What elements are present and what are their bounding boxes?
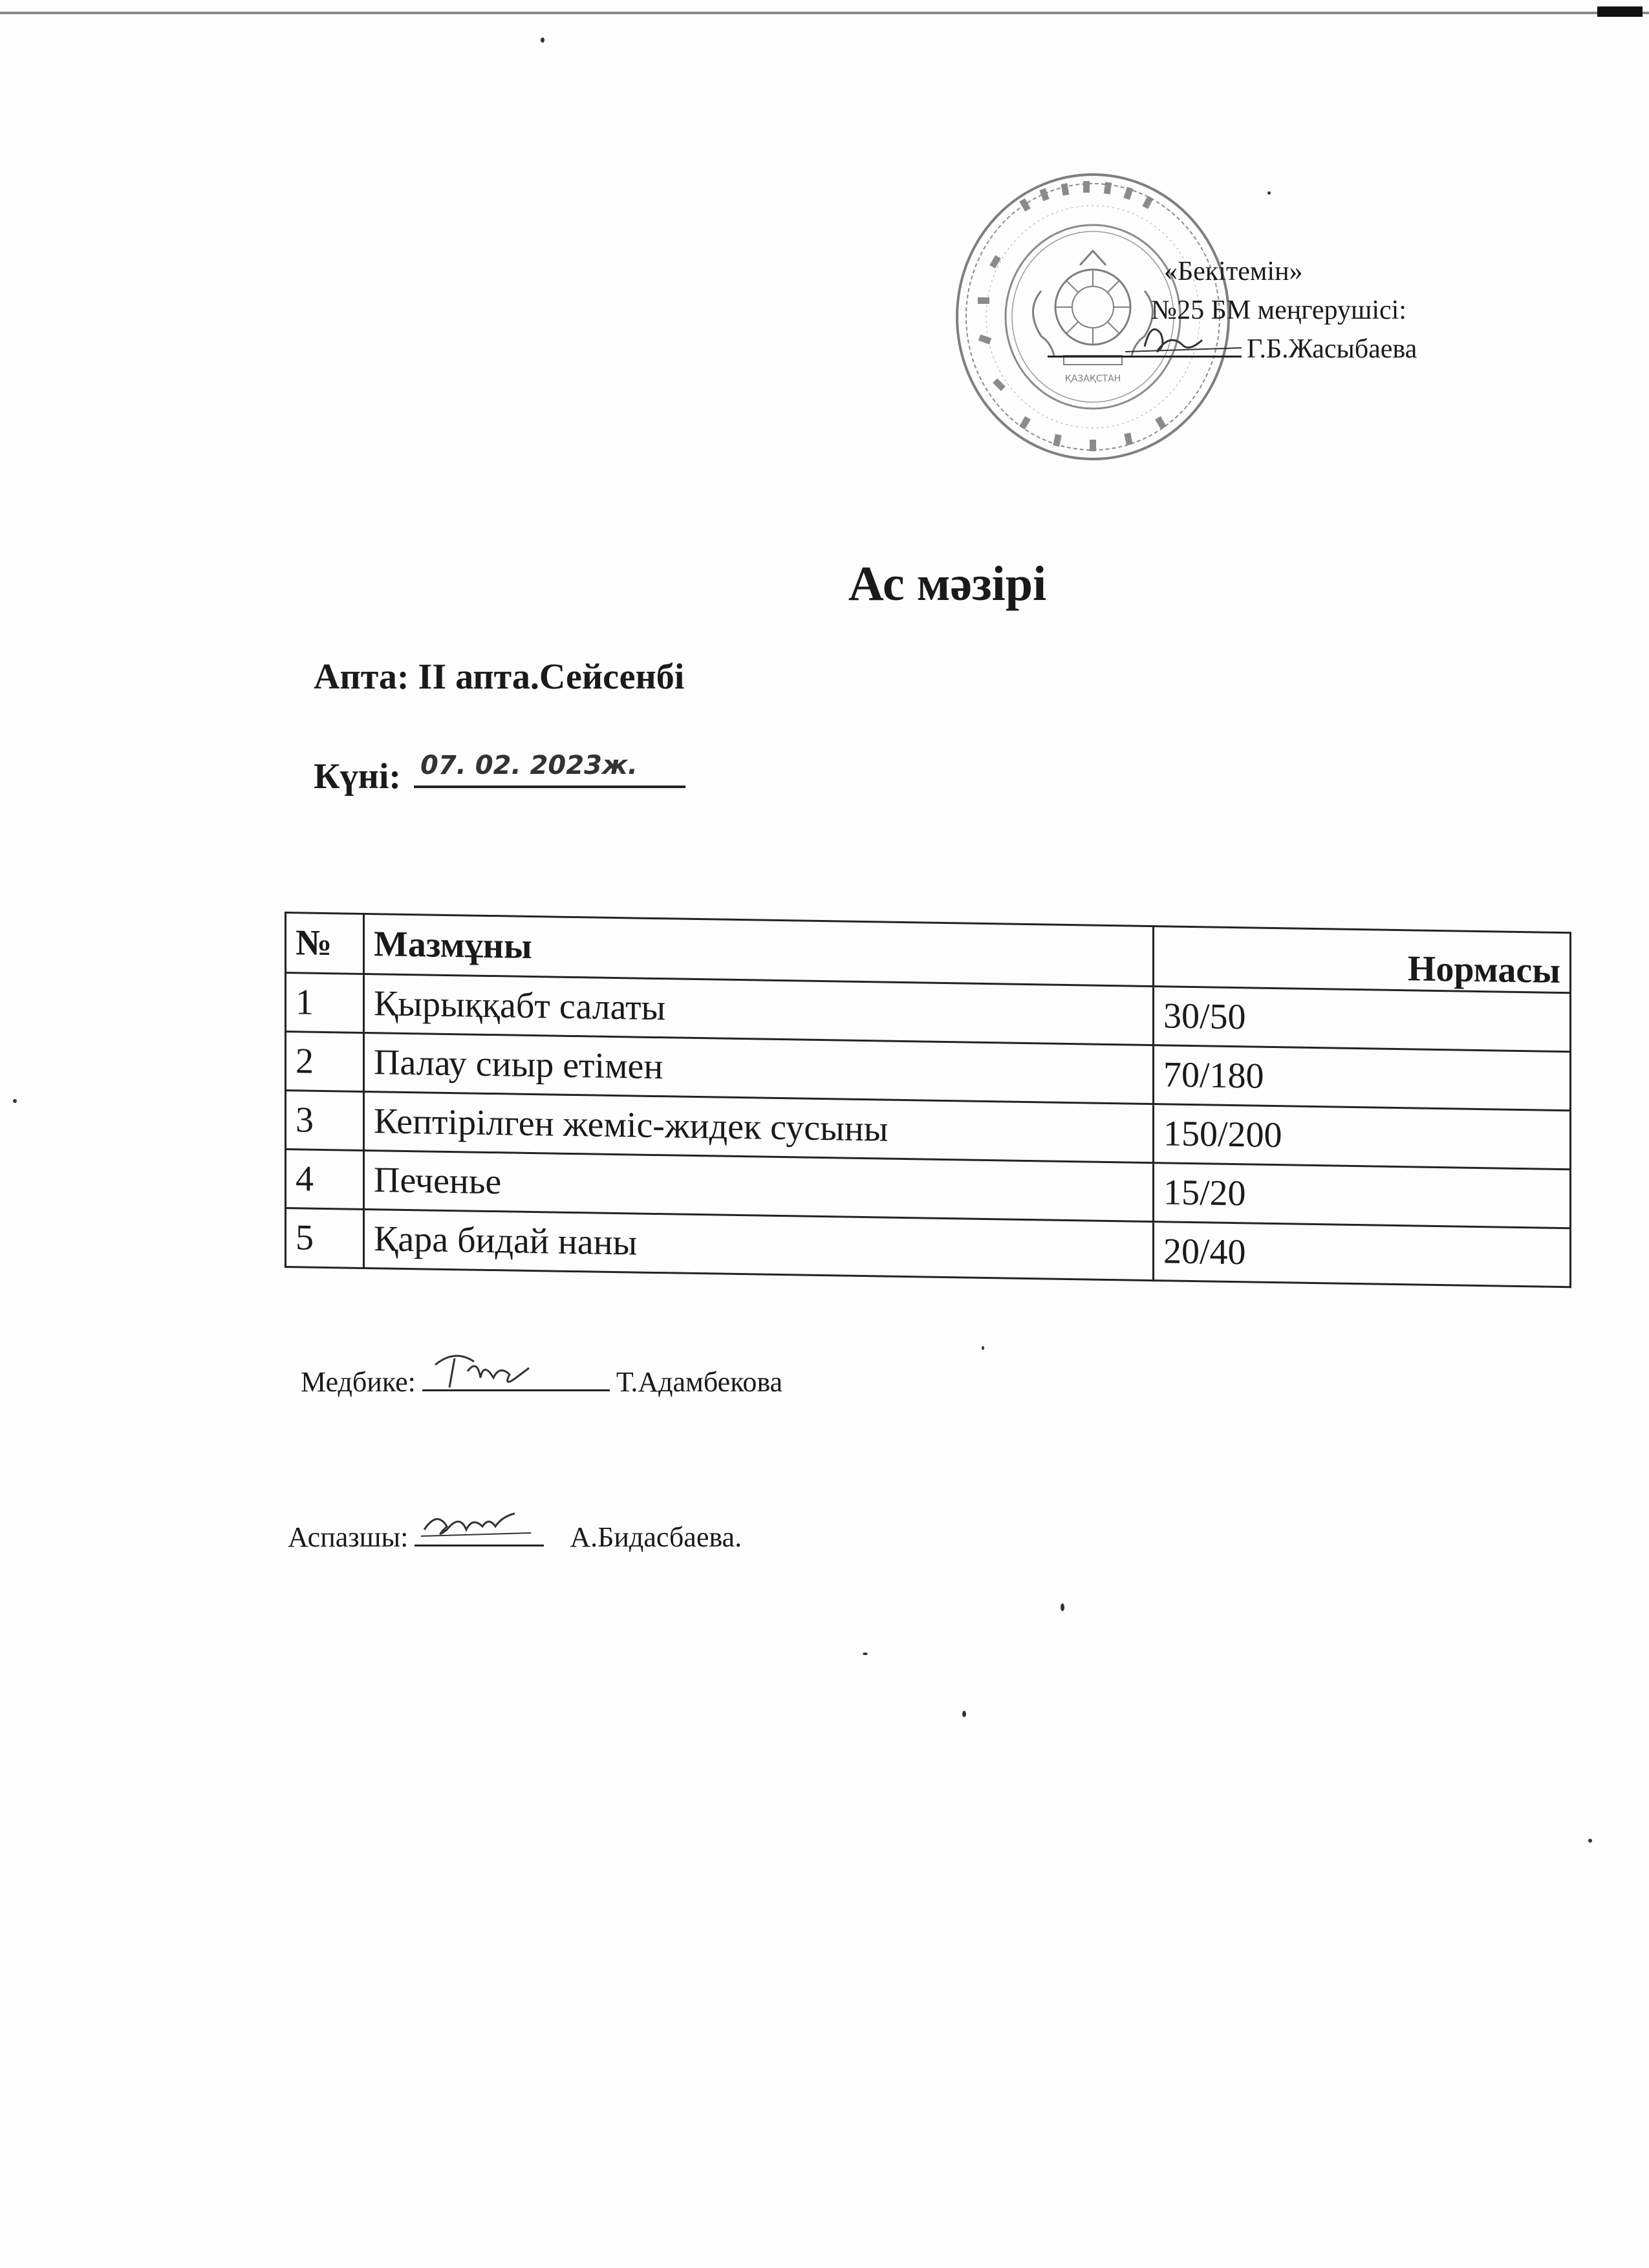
cook-label: Аспазшы: [288,1521,409,1553]
director-signature [1048,330,1242,358]
row-dish: Қара бидай наны [364,1209,1154,1280]
header-number: № [286,913,364,974]
nurse-signature [422,1361,610,1391]
header-content: Мазмұны [364,914,1154,986]
date-row [314,747,685,797]
scan-speck [541,37,544,43]
scan-speck [962,1711,966,1717]
cook-name: А.Бидасбаева. [570,1521,742,1553]
approval-label: «Бекітемін» [1164,257,1303,286]
row-norm: 15/20 [1154,1163,1571,1228]
header-norm: Нормасы [1154,926,1571,993]
week-label: Апта: II апта.Сейсенбі [314,657,685,697]
approval-position: №25 БМ меңгерушісі: [1151,295,1406,325]
row-number: 5 [286,1208,364,1268]
scan-speck [1588,1839,1592,1843]
scan-speck [13,1099,17,1103]
row-number: 1 [286,973,364,1033]
date-label: Күні: [314,756,402,797]
approval-signature-row [1048,330,1417,369]
row-norm: 20/40 [1154,1222,1571,1287]
scan-speck [1267,191,1271,195]
nurse-label: Медбике: [301,1366,416,1398]
nurse-signature-row [301,1361,782,1398]
cook-signature-row [288,1516,742,1554]
row-dish: Қырыққабт салаты [364,974,1154,1045]
row-number: 2 [286,1032,364,1092]
row-norm: 150/200 [1154,1104,1571,1170]
date-value: 07. 02. 2023ж. [420,751,638,780]
cook-signature [415,1516,544,1546]
svg-text:ҚАЗАҚСТАН: ҚАЗАҚСТАН [1064,374,1121,384]
row-number: 3 [286,1091,364,1151]
scan-corner-mark [1597,6,1643,17]
scan-speck [982,1346,984,1350]
row-norm: 70/180 [1154,1045,1571,1111]
row-norm: 30/50 [1154,987,1571,1052]
row-number: 4 [286,1150,364,1210]
scan-edge-line [0,12,1649,14]
page-title: Ас мәзірі [848,557,1047,611]
row-dish: Палау сиыр етімен [364,1032,1154,1104]
menu-table [285,912,1571,1288]
scan-speck [1061,1603,1064,1611]
date-handwritten [414,747,685,788]
director-name: Г.Б.Жасыбаева [1247,334,1417,364]
row-dish: Кептірілген жеміс-жидек сусыны [364,1091,1154,1162]
scan-speck [863,1653,868,1655]
row-dish: Печенье [364,1150,1154,1221]
nurse-name: Т.Адамбекова [616,1366,783,1398]
